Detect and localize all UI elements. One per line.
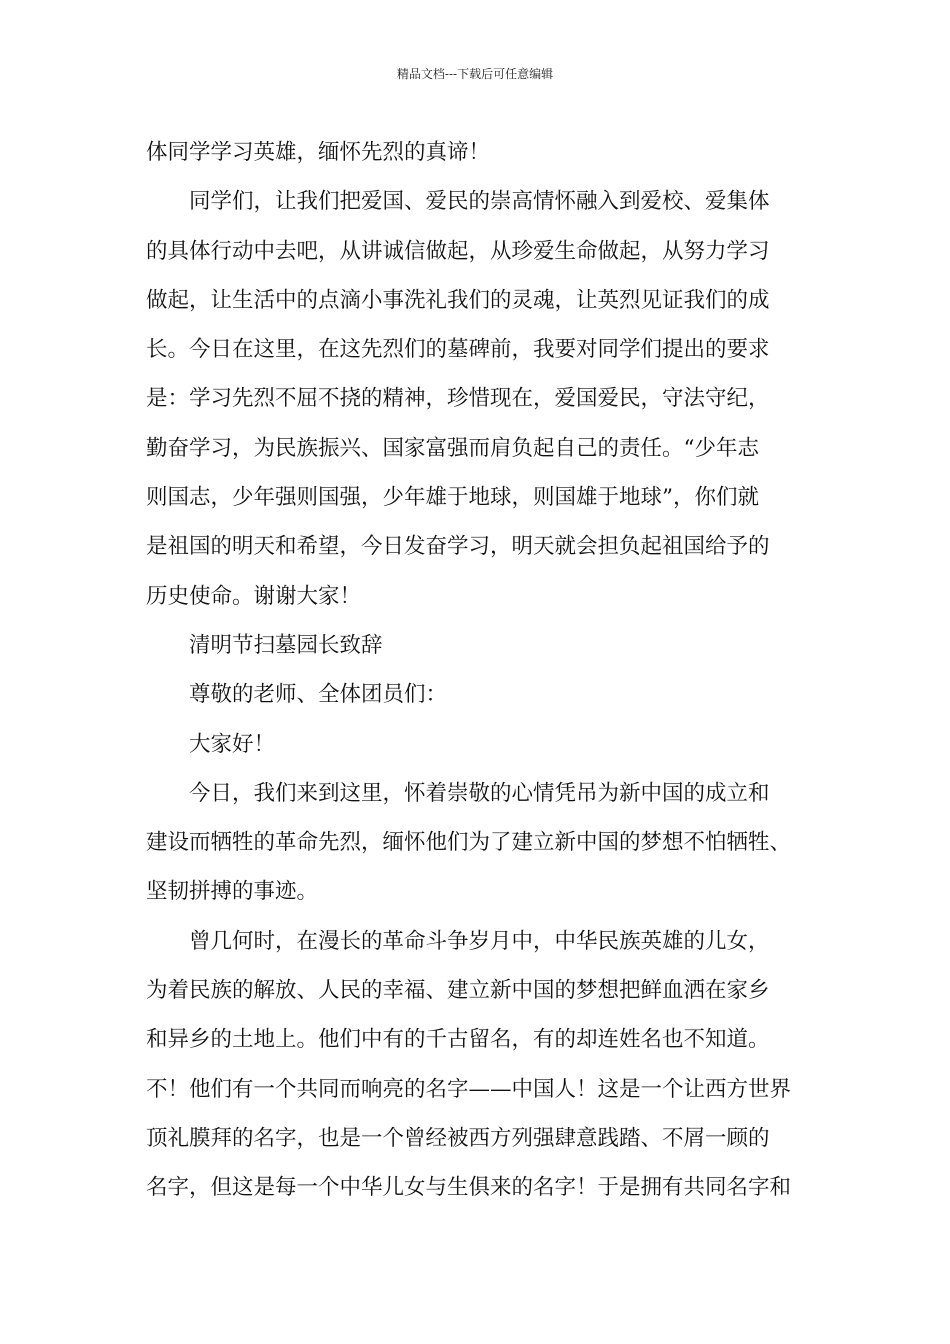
text-line: 今日，我们来到这里，怀着崇敬的心情凭吊为新中国的成立和 [189,780,770,806]
text-line: 建设而牺牲的革命先烈，缅怀他们为了建立新中国的梦想不怕牺牲、 [146,830,792,856]
text-line: 和异乡的土地上。他们中有的千古留名，有的却连姓名也不知道。 [146,1027,770,1053]
text-line: 不！他们有一个共同而响亮的名字——中国人！这是一个让西方世界 [146,1076,792,1102]
text-line: 曾几何时，在漫长的革命斗争岁月中，中华民族英雄的儿女， [189,928,770,954]
text-line: 勤奋学习，为民族振兴、国家富强而肩负起自己的责任。“少年志 [146,435,759,461]
text-line: 顶礼膜拜的名字，也是一个曾经被西方列强肆意践踏、不屑一顾的 [146,1125,770,1151]
text-line: 为着民族的解放、人民的幸福、建立新中国的梦想把鲜血洒在家乡 [146,978,770,1004]
text-line: 同学们，让我们把爱国、爱民的崇高情怀融入到爱校、爱集体 [189,189,770,215]
text-line: 尊敬的老师、全体团员们： [189,682,448,708]
text-line: 历史使命。谢谢大家！ [146,583,362,609]
page-header: 精品文档---下载后可任意编辑 [396,67,554,81]
text-line: 是祖国的明天和希望，今日发奋学习，明天就会担负起祖国给予的 [146,534,770,560]
text-line: 体同学学习英雄，缅怀先烈的真谛！ [146,140,491,165]
text-line: 大家好！ [189,731,276,757]
text-line: 坚韧拼搏的事迹。 [146,879,319,905]
text-line: 长。今日在这里，在这先烈们的墓碑前，我要对同学们提出的要求 [146,337,770,363]
text-line: 做起，让生活中的点滴小事洗礼我们的灵魂，让英烈见证我们的成 [146,287,770,313]
text-line: 则国志，少年强则国强，少年雄于地球，则国雄于地球”，你们就 [146,485,759,511]
text-line: 是：学习先烈不屈不挠的精神，珍惜现在，爱国爱民，守法守纪， [146,386,770,412]
text-line: 名字，但这是每一个中华儿女与生俱来的名字！于是拥有共同名字和 [146,1175,792,1201]
text-line: 清明节扫墓园长致辞 [189,632,383,658]
text-line: 的具体行动中去吧，从讲诚信做起，从珍爱生命做起，从努力学习 [146,238,770,264]
document-body [146,128,814,1213]
